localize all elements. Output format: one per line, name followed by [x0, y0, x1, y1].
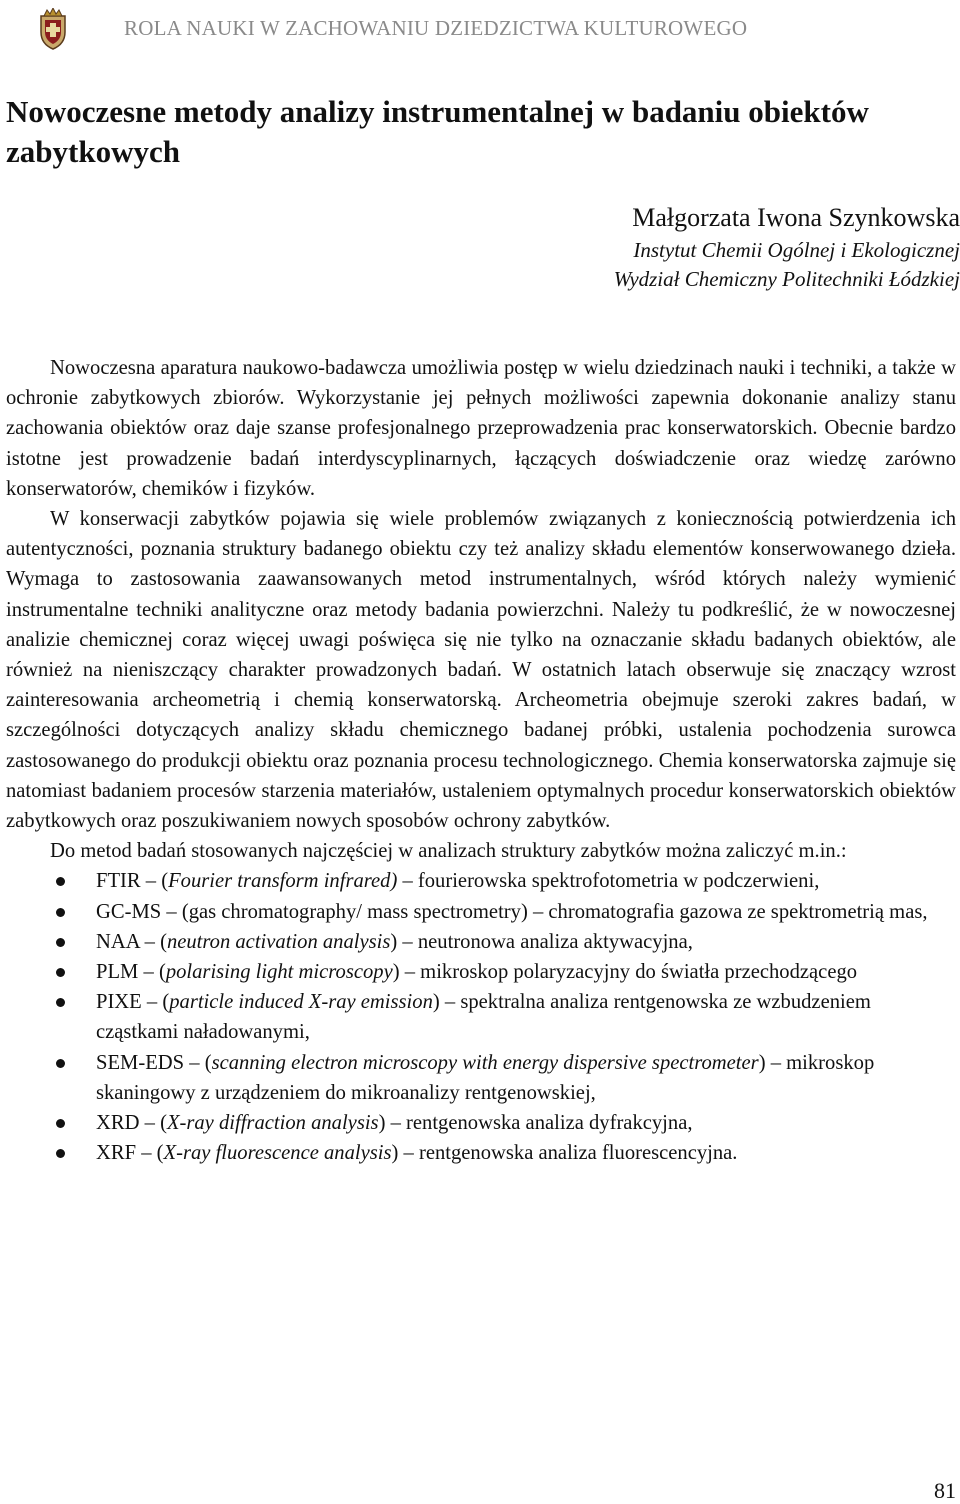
method-abbr: PLM [96, 961, 139, 984]
author-block [260, 200, 960, 294]
page-number: 81 [934, 1478, 956, 1503]
method-description: – fourierowska spektrofotometria w podczerwieni, [397, 870, 820, 893]
method-abbr: SEM-EDS [96, 1051, 185, 1074]
method-english-name: X-ray fluorescence analysis [163, 1142, 392, 1165]
method-description: – rentgenowska analiza fluorescencyjna. [398, 1142, 738, 1165]
university-crest-logo [36, 8, 70, 50]
list-item: XRD – (X-ray diffraction analysis) – rentgenowska analiza dyfrakcyjna, [6, 1108, 956, 1138]
list-item: FTIR – (Fourier transform infrared) – fourierowska spektrofotometria w podczerwieni, [6, 866, 956, 896]
body-paragraph: W konserwacji zabytków pojawia się wiele problemów związanych z koniecznością potwierdzenia ich autentyczności, poznania struktury badanego obiektu czy też analizy składu elementów konserwowanego dzieła. Wymaga to zastosowania zaawansowanych metod instrumentalnych, wśród których należy wymienić instrumentalne techniki analityczne oraz metody badania powierzchni. Należy tu podkreślić, że w nowoczesnej analizie chemicznej coraz więcej uwagi poświęca się nie tylko na oznaczanie składu badanych obiektów, ale również na nieniszczący charakter prowadzonych badań. W ostatnich latach obserwuje się znaczący wzrost zainteresowania archeometrią i chemią konserwatorską. Archeometria obejmuje szeroki zakres badań, w szczególności dotyczących analizy składu chemicznego badanej próbki, ustalenia pochodzenia surowca zastosowanego do produkcji obiektu oraz poznania procesu technologicznego. Chemia konserwatorska zajmuje się natomiast badaniem procesów starzenia materiałów, ustaleniem optymalnych procedur konserwatorskich obiektów zabytkowych oraz poszukiwaniem nowych sposobów ochrony zabytków. [6, 508, 956, 833]
method-english-name: scanning electron microscopy with energy dispersive spectrometer [211, 1051, 759, 1074]
method-abbr: PIXE [96, 991, 142, 1014]
body-paragraph: Nowoczesna aparatura naukowo-badawcza umożliwia postęp w wielu dziedzinach nauki i techniki, a także w ochronie zabytkowych zbiorów. Wykorzystanie jej pełnych możliwości zapewnia dokonanie analizy stanu zachowania obiektów oraz daje szanse profesjonalnego przeprowadzenia prac konserwatorskich. Obecnie bardzo istotne jest prowadzenie badań interdyscyplinarnych, łączących doświadczenie oraz wiedzę zarówno konserwatorów, chemików i fizyków. [6, 357, 956, 500]
method-english-name: X-ray diffraction analysis [166, 1112, 379, 1135]
bullet-icon [56, 998, 65, 1007]
author-name: Małgorzata Iwona Szynkowska [632, 203, 960, 232]
method-english-name: neutron activation analysis [166, 930, 391, 953]
list-item: SEM-EDS – (scanning electron microscopy with energy dispersive spectrometer) – mikroskop skaningowy z urządzeniem do mikroanalizy rentgenowskiej, [6, 1048, 956, 1108]
list-item: XRF – (X-ray fluorescence analysis) – rentgenowska analiza fluorescencyjna. [6, 1138, 956, 1168]
running-header: ROLA NAUKI W ZACHOWANIU DZIEDZICTWA KULTUROWEGO [124, 16, 748, 40]
bullet-icon [56, 1149, 65, 1158]
list-item: NAA – (neutron activation analysis) – neutronowa analiza aktywacyjna, [6, 927, 956, 957]
affiliation-institute: Instytut Chemii Ogólnej i Ekologicznej [633, 238, 960, 262]
bullet-icon [56, 938, 65, 947]
bullet-icon [56, 1119, 65, 1128]
method-english-name: particle induced X-ray emission [169, 991, 433, 1014]
bullet-icon [56, 908, 65, 917]
methods-list [6, 866, 956, 1168]
method-abbr: GC-MS [96, 900, 162, 923]
list-item: PIXE – (particle induced X-ray emission) – spektralna analiza rentgenowska ze wzbudzeniem cząstkami naładowanymi, [6, 987, 956, 1047]
method-abbr: FTIR [96, 870, 141, 893]
method-abbr: XRD [96, 1112, 140, 1135]
method-abbr: NAA [96, 930, 140, 953]
bullet-icon [56, 968, 65, 977]
body-paragraph: Do metod badań stosowanych najczęściej w analizach struktury zabytków można zaliczyć m.in.: [50, 840, 847, 863]
list-item: PLM – (polarising light microscopy) – mikroskop polaryzacyjny do światła przechodzącego [6, 957, 956, 987]
method-description: – neutronowa analiza aktywacyjna, [397, 930, 693, 953]
method-description: – chromatografia gazowa ze spektrometrią mas, [527, 900, 928, 923]
article-body [6, 353, 956, 1168]
method-abbr: XRF [96, 1142, 137, 1165]
method-description: – spektralna analiza rentgenowska ze wzbudzeniem cząstkami naładowanymi, [96, 991, 871, 1044]
method-description: – mikroskop polaryzacyjny do światła przechodzącego [399, 961, 858, 984]
method-description: – mikroskop skaningowy z urządzeniem do mikroanalizy rentgenowskiej, [96, 1051, 875, 1104]
article-title: Nowoczesne metody analizy instrumentalnej w badaniu obiektów zabytkowych [6, 94, 869, 169]
method-english-name: gas chromatography/ mass spectrometry [188, 900, 521, 923]
affiliation-faculty: Wydział Chemiczny Politechniki Łódzkiej [613, 267, 960, 291]
bullet-icon [56, 877, 65, 886]
list-item: GC-MS – (gas chromatography/ mass spectrometry) – chromatografia gazowa ze spektrometrią mas, [6, 897, 956, 927]
method-description: – rentgenowska analiza dyfrakcyjna, [385, 1112, 693, 1135]
method-english-name: Fourier transform infrared) [168, 870, 398, 893]
method-english-name: polarising light microscopy [165, 961, 393, 984]
bullet-icon [56, 1059, 65, 1068]
